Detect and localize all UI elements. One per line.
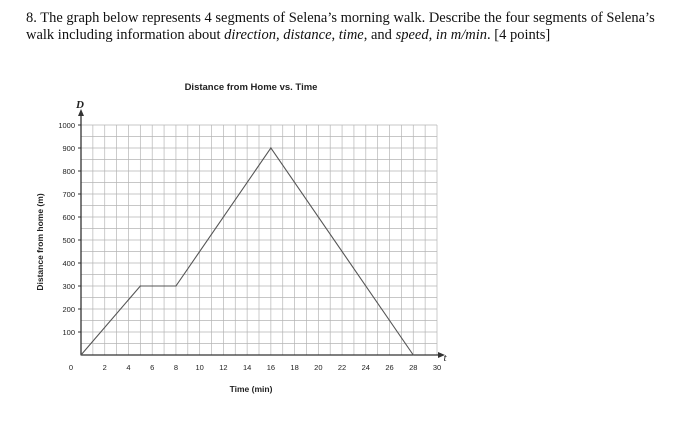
x-tick-label: 4 — [126, 363, 131, 372]
y-tick-label: 300 — [62, 282, 75, 291]
question-comma-2: , — [331, 27, 339, 43]
x-axis-letter: t — [443, 352, 447, 364]
word-distance: distance — [283, 27, 332, 43]
data-point — [413, 354, 414, 355]
word-speed: speed, in m/min — [395, 27, 487, 43]
y-tick-label: 100 — [62, 328, 75, 337]
x-tick-label: 30 — [432, 363, 442, 372]
data-point — [175, 285, 176, 286]
y-tick-label: 400 — [62, 259, 75, 268]
x-tick-label: 12 — [219, 363, 228, 372]
question-points: . [4 points] — [486, 27, 551, 43]
data-point — [80, 354, 81, 355]
y-tick-label: 1000 — [58, 121, 75, 130]
y-tick-label: 500 — [62, 236, 75, 245]
question-comma-1: , — [275, 27, 284, 43]
data-point — [140, 285, 141, 286]
y-axis-letter: D — [76, 99, 84, 111]
x-tick-label: 24 — [361, 363, 370, 372]
chart-title: Distance from Home vs. Time — [184, 82, 318, 93]
x-tick-label: 16 — [266, 363, 276, 372]
x-axis-label: Time (min) — [229, 384, 273, 394]
question-and: , and — [363, 27, 396, 43]
y-axis-label: Distance from home (m) — [35, 193, 45, 291]
x-tick-label: 14 — [242, 363, 252, 372]
question-number: 8. — [26, 10, 37, 26]
y-tick-label: 800 — [62, 167, 75, 176]
chart-grid — [81, 125, 437, 355]
x-tick-label: 22 — [337, 363, 347, 372]
x-tick-label: 8 — [173, 363, 179, 372]
x-tick-label: 2 — [102, 363, 107, 372]
y-tick-label: 900 — [62, 144, 75, 153]
data-point — [270, 147, 271, 148]
word-direction: direction — [224, 27, 276, 43]
x-tick-label: 26 — [385, 363, 394, 372]
y-tick-label: 600 — [62, 213, 75, 222]
word-time: time — [338, 27, 364, 43]
x-tick-label: 6 — [150, 363, 155, 372]
x-tick-label: 0 — [68, 363, 74, 372]
x-tick-label: 18 — [290, 363, 299, 372]
question-part-1: The graph below represents 4 segments of Selena’s morning walk. Describe the four segments of Selena’s walk including information about — [26, 10, 655, 43]
chart-tick-labels — [58, 121, 441, 372]
y-tick-label: 700 — [62, 190, 75, 199]
y-tick-label: 200 — [62, 305, 75, 314]
x-tick-label: 28 — [409, 363, 418, 372]
x-tick-label: 20 — [314, 363, 323, 372]
x-tick-label: 10 — [195, 363, 204, 372]
